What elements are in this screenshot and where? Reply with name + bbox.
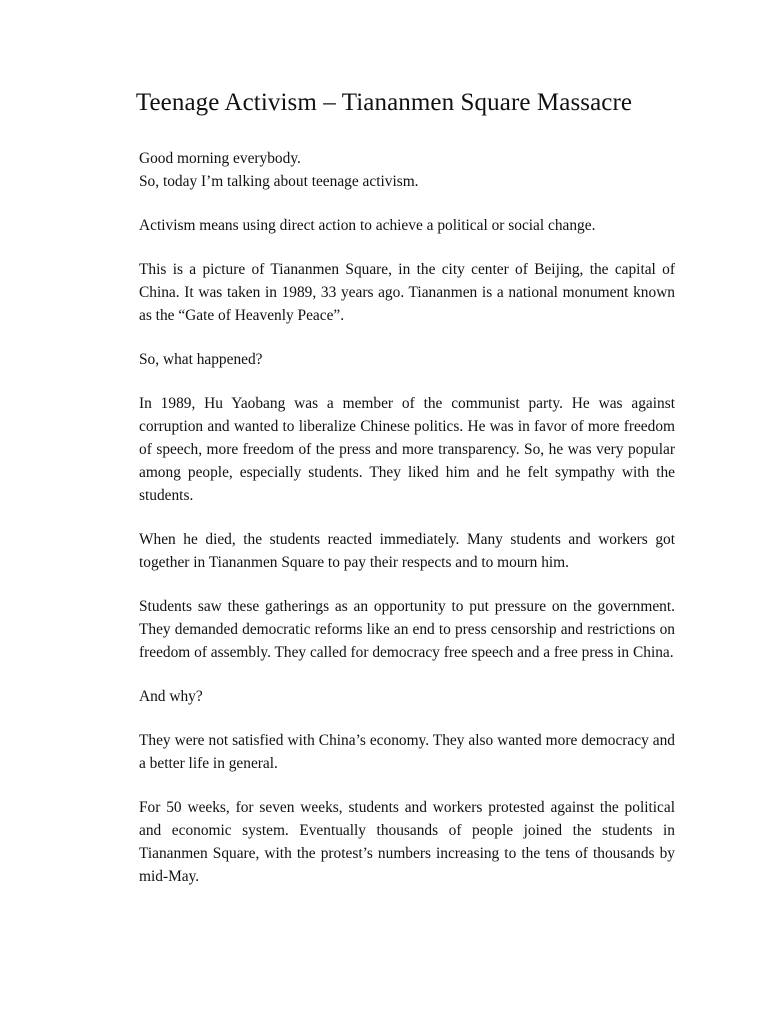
paragraph-question-why: And why? (139, 688, 203, 705)
paragraph-economy: They were not satisfied with China’s economy. They also wanted more democracy and a better life in general. (139, 732, 675, 772)
page-title: Teenage Activism – Tiananmen Square Massacre (135, 89, 633, 116)
paragraph-protests: For 50 weeks, for seven weeks, students and workers protested against the political and economic system. Eventually thousands of people joined the students in Tiananmen Square, with the protest’s numbers increasing to the tens of thousands by mid-May. (139, 799, 675, 885)
paragraph-hu-yaobang: In 1989, Hu Yaobang was a member of the communist party. He was against corruption and wanted to liberalize Chinese politics. He was in favor of more freedom of speech, more freedom of the press and more transparency. So, he was very popular among people, especially students. They liked him and he felt sympathy with the students. (139, 395, 675, 504)
paragraph-greeting: Good morning everybody. (139, 150, 301, 167)
paragraph-definition: Activism means using direct action to achieve a political or social change. (139, 217, 596, 234)
paragraph-demands: Students saw these gatherings as an opportunity to put pressure on the government. They demanded democratic reforms like an end to press censorship and restrictions on freedom of assembly. They called for democracy free speech and a free press in China. (139, 598, 675, 661)
document-body (139, 147, 675, 909)
paragraph-topic: So, today I’m talking about teenage activism. (139, 173, 419, 190)
paragraph-question-what: So, what happened? (139, 351, 263, 368)
paragraph-picture: This is a picture of Tiananmen Square, in the city center of Beijing, the capital of China. It was taken in 1989, 33 years ago. Tiananmen is a national monument known as the “Gate of Heavenly Peace”. (139, 261, 675, 324)
paragraph-death: When he died, the students reacted immediately. Many students and workers got together in Tiananmen Square to pay their respects and to mourn him. (139, 531, 675, 571)
